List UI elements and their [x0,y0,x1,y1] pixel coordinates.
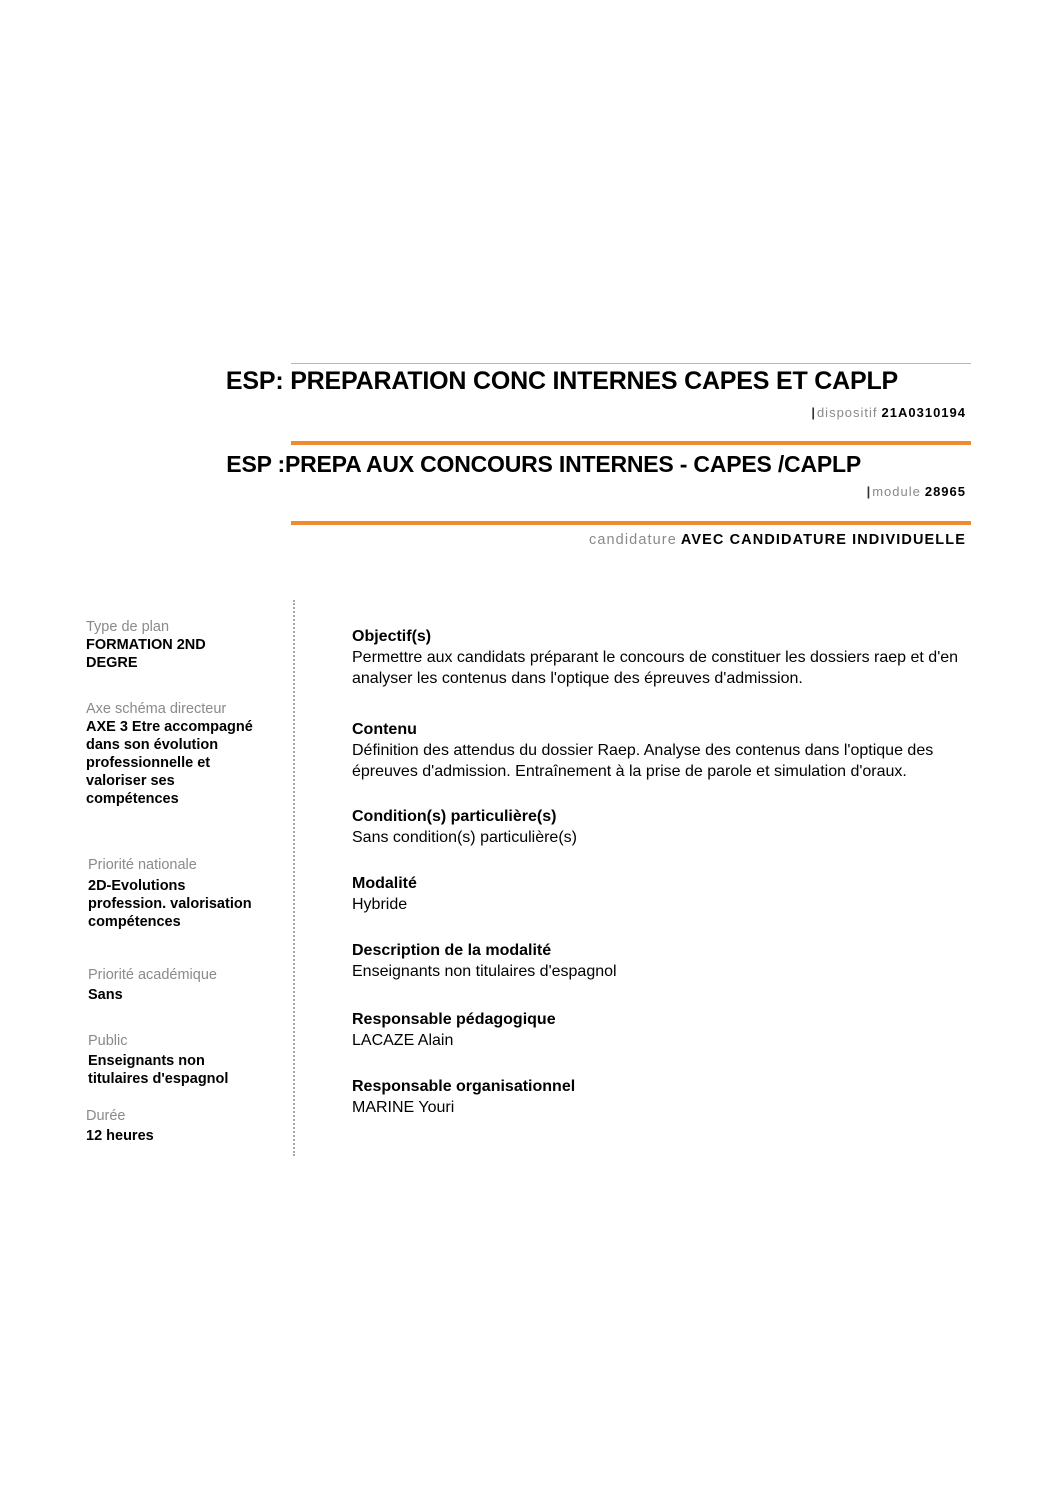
conditions-heading: Condition(s) particulière(s) [352,808,557,825]
public-value: Enseignants non titulaires d'espagnol [88,1053,229,1087]
section-responsable-pedagogique [352,1010,992,1051]
priorite-nationale-label: Priorité nationale [88,857,197,873]
dispositif-title: ESP: PREPARATION CONC INTERNES CAPES ET CAPLP [225,367,898,395]
module-code: 28965 [924,484,966,499]
objectifs-text: Permettre aux candidats préparant le concours de constituer les dossiers raep et d'en analyser les contenus dans l'optique des épreuves d'admission. [352,649,959,687]
modalite-text: Hybride [352,896,408,913]
objectifs-heading: Objectif(s) [352,628,432,645]
module-reference [867,484,966,499]
column-divider [293,600,295,1156]
duree-label: Durée [86,1108,126,1124]
dispositif-reference [811,405,966,420]
description-modalite-text: Enseignants non titulaires d'espagnol [352,963,617,980]
section-contenu [352,720,992,782]
responsable-organisationnel-heading: Responsable organisationnel [352,1078,576,1095]
public-label: Public [88,1033,128,1049]
responsable-organisationnel-text: MARINE Youri [352,1099,455,1116]
type-de-plan-label: Type de plan [86,619,170,635]
dispositif-code: 21A0310194 [881,405,966,420]
contenu-heading: Contenu [352,721,417,738]
axe-value: AXE 3 Etre accompagné dans son évolution professionnelle et valoriser ses compétences [86,719,253,807]
dispositif-divider-rule [291,441,971,445]
sidebar-axe [86,701,256,808]
axe-label: Axe schéma directeur [86,701,227,717]
module-divider-rule [291,521,971,525]
section-modalite [352,874,992,915]
section-conditions [352,807,992,848]
duree-value: 12 heures [86,1128,154,1144]
type-de-plan-value: FORMATION 2ND DEGRE [86,637,206,671]
description-modalite-heading: Description de la modalité [352,942,552,959]
modalite-heading: Modalité [352,875,417,892]
module-label: module [872,484,921,499]
candidature-value: AVEC CANDIDATURE INDIVIDUELLE [680,532,966,548]
candidature-line [589,532,966,548]
candidature-label: candidature [588,532,677,548]
priorite-academique-label: Priorité académique [88,967,217,983]
separator-bar: | [866,484,871,499]
section-objectifs [352,627,992,689]
separator-bar: | [811,405,815,420]
sidebar-duree [86,1108,256,1145]
sidebar-type-de-plan [86,619,256,672]
section-responsable-organisationnel [352,1077,992,1118]
sidebar-priorite-academique [88,967,258,1004]
module-title: ESP :PREPA AUX CONCOURS INTERNES - CAPES /CAPLP [226,451,861,477]
dispositif-label: dispositif [816,405,878,420]
responsable-pedagogique-heading: Responsable pédagogique [352,1011,556,1028]
priorite-nationale-value: 2D-Evolutions profession. valorisation compétences [88,878,252,930]
responsable-pedagogique-text: LACAZE Alain [352,1032,454,1049]
top-accent-rule [291,363,971,364]
sidebar-priorite-nationale [88,857,258,931]
section-description-modalite [352,941,992,982]
sidebar-public [88,1033,258,1088]
contenu-text: Définition des attendus du dossier Raep. Analyse des contenus dans l'optique des épreuves d'admission. Entraînement à la prise de parole et simulation d'oraux. [352,742,934,780]
conditions-text: Sans condition(s) particulière(s) [352,829,577,846]
priorite-academique-value: Sans [88,987,123,1003]
